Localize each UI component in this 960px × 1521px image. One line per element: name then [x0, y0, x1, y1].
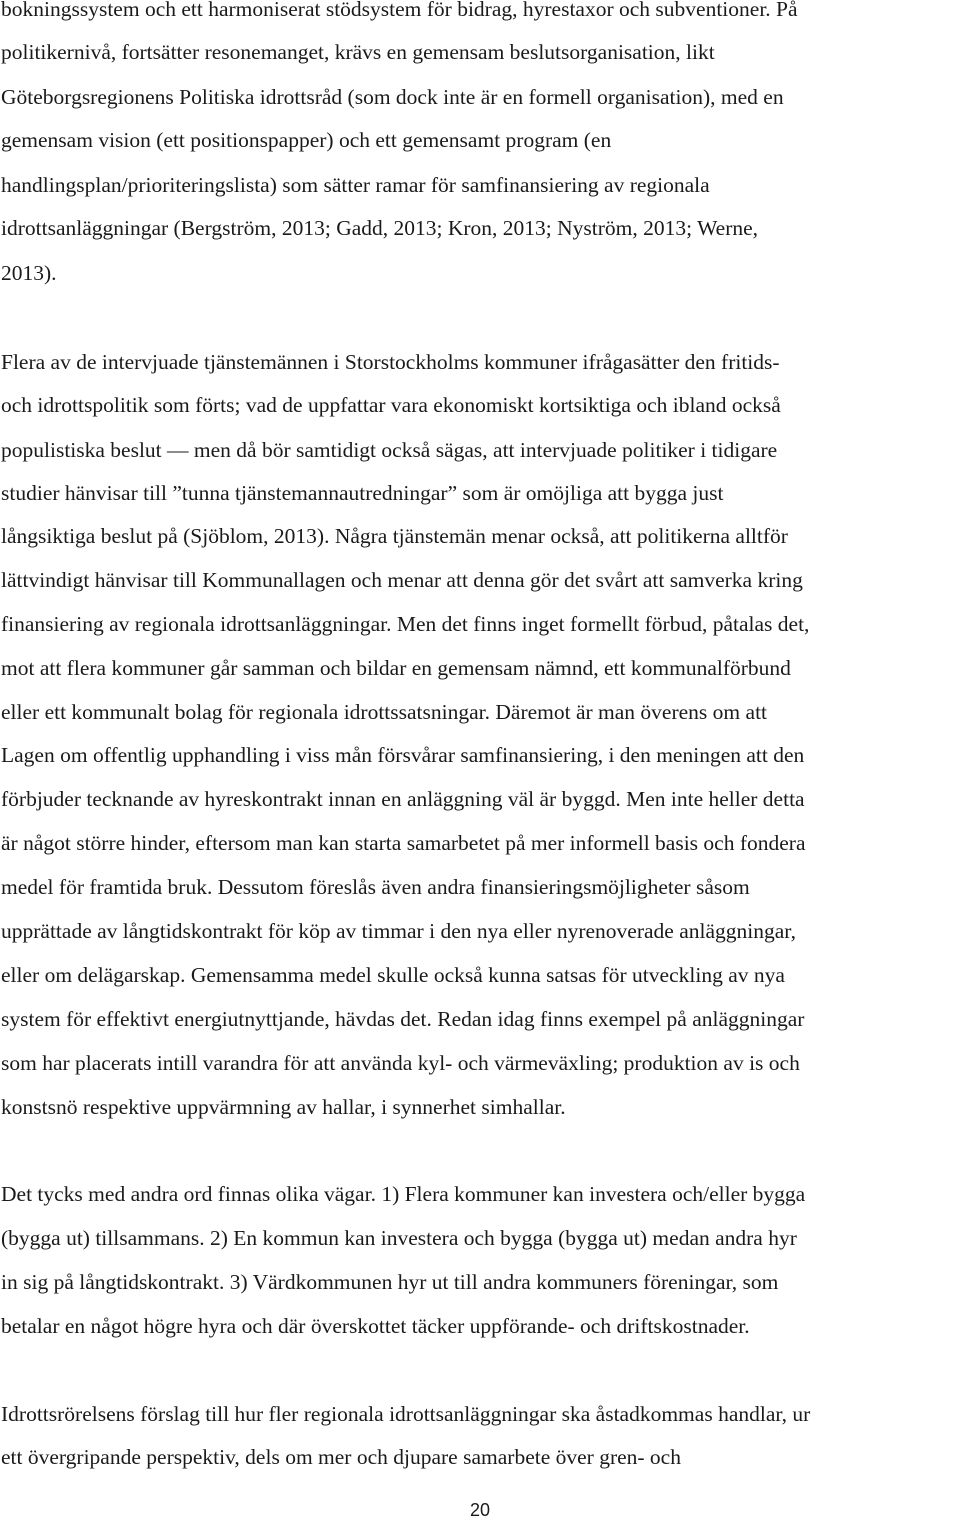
text-line: studier hänvisar till ”tunna tjänstemannautredningar” som är omöjliga att bygga just — [1, 481, 724, 505]
text-line: politikernivå, fortsätter resonemanget, krävs en gemensam beslutsorganisation, likt — [1, 40, 715, 64]
text-line: konstsnö respektive uppvärmning av hallar, i synnerhet simhallar. — [1, 1095, 566, 1119]
text-line: system för effektivt energiutnyttjande, hävdas det. Redan idag finns exempel på anläggningar — [1, 1007, 805, 1031]
page-number: 20 — [469, 1500, 491, 1520]
text-line: in sig på långtidskontrakt. 3) Värdkommunen hyr ut till andra kommuners föreningar, som — [1, 1270, 779, 1294]
text-line: Det tycks med andra ord finnas olika vägar. 1) Flera kommuner kan investera och/eller bygga — [1, 1182, 806, 1206]
text-line: bokningssystem och ett harmoniserat stödsystem för bidrag, hyrestaxor och subventioner. På — [1, 0, 798, 21]
text-line: som har placerats intill varandra för att använda kyl- och värmeväxling; produktion av is och — [1, 1051, 800, 1075]
text-line: finansiering av regionala idrottsanläggningar. Men det finns inget formellt förbud, påtalas det, — [1, 612, 810, 636]
text-line: Lagen om offentlig upphandling i viss mån försvårar samfinansiering, i den meningen att den — [1, 743, 805, 767]
text-line: 2013). — [1, 261, 57, 285]
text-line: gemensam vision (ett positionspapper) och ett gemensamt program (en — [1, 128, 612, 152]
text-line: är något större hinder, eftersom man kan starta samarbetet på mer informell basis och fondera — [1, 831, 806, 855]
text-line: populistiska beslut ― men då bör samtidigt också sägas, att intervjuade politiker i tidigare — [1, 438, 778, 462]
text-line: Idrottsrörelsens förslag till hur fler regionala idrottsanläggningar ska åstadkommas handlar, ur — [1, 1402, 811, 1426]
text-line: (bygga ut) tillsammans. 2) En kommun kan investera och bygga (bygga ut) medan andra hyr — [1, 1226, 797, 1250]
text-line: eller om delägarskap. Gemensamma medel skulle också kunna satsas för utveckling av nya — [1, 963, 785, 987]
text-line: betalar en något högre hyra och där överskottet täcker uppförande- och driftskostnader. — [1, 1314, 750, 1338]
text-line: upprättade av långtidskontrakt för köp av timmar i den nya eller nyrenoverade anläggningar, — [1, 919, 796, 943]
text-line: eller ett kommunalt bolag för regionala idrottssatsningar. Däremot är man överens om att — [1, 700, 768, 724]
text-line: Flera av de intervjuade tjänstemännen i Storstockholms kommuner ifrågasätter den fritids- — [1, 350, 780, 374]
text-line: handlingsplan/prioriteringslista) som sätter ramar för samfinansiering av regionala — [1, 173, 710, 197]
text-line: ett övergripande perspektiv, dels om mer och djupare samarbete över gren- och — [1, 1445, 681, 1469]
text-line: förbjuder tecknande av hyreskontrakt innan en anläggning väl är byggd. Men inte heller detta — [1, 787, 805, 811]
text-line: långsiktiga beslut på (Sjöblom, 2013). Några tjänstemän menar också, att politikerna alltför — [1, 524, 788, 548]
text-line: och idrottspolitik som förts; vad de uppfattar vara ekonomiskt kortsiktiga och ibland också — [1, 393, 781, 417]
text-line: mot att flera kommuner går samman och bildar en gemensam nämnd, ett kommunalförbund — [1, 656, 791, 680]
text-line: lättvindigt hänvisar till Kommunallagen och menar att denna gör det svårt att samverka kring — [1, 568, 803, 592]
text-line: idrottsanläggningar (Bergström, 2013; Gadd, 2013; Kron, 2013; Nyström, 2013; Werne, — [1, 216, 759, 240]
text-line: Göteborgsregionens Politiska idrottsråd (som dock inte är en formell organisation), med en — [1, 85, 784, 109]
text-line: medel för framtida bruk. Dessutom föreslås även andra finansieringsmöjligheter såsom — [1, 875, 750, 899]
